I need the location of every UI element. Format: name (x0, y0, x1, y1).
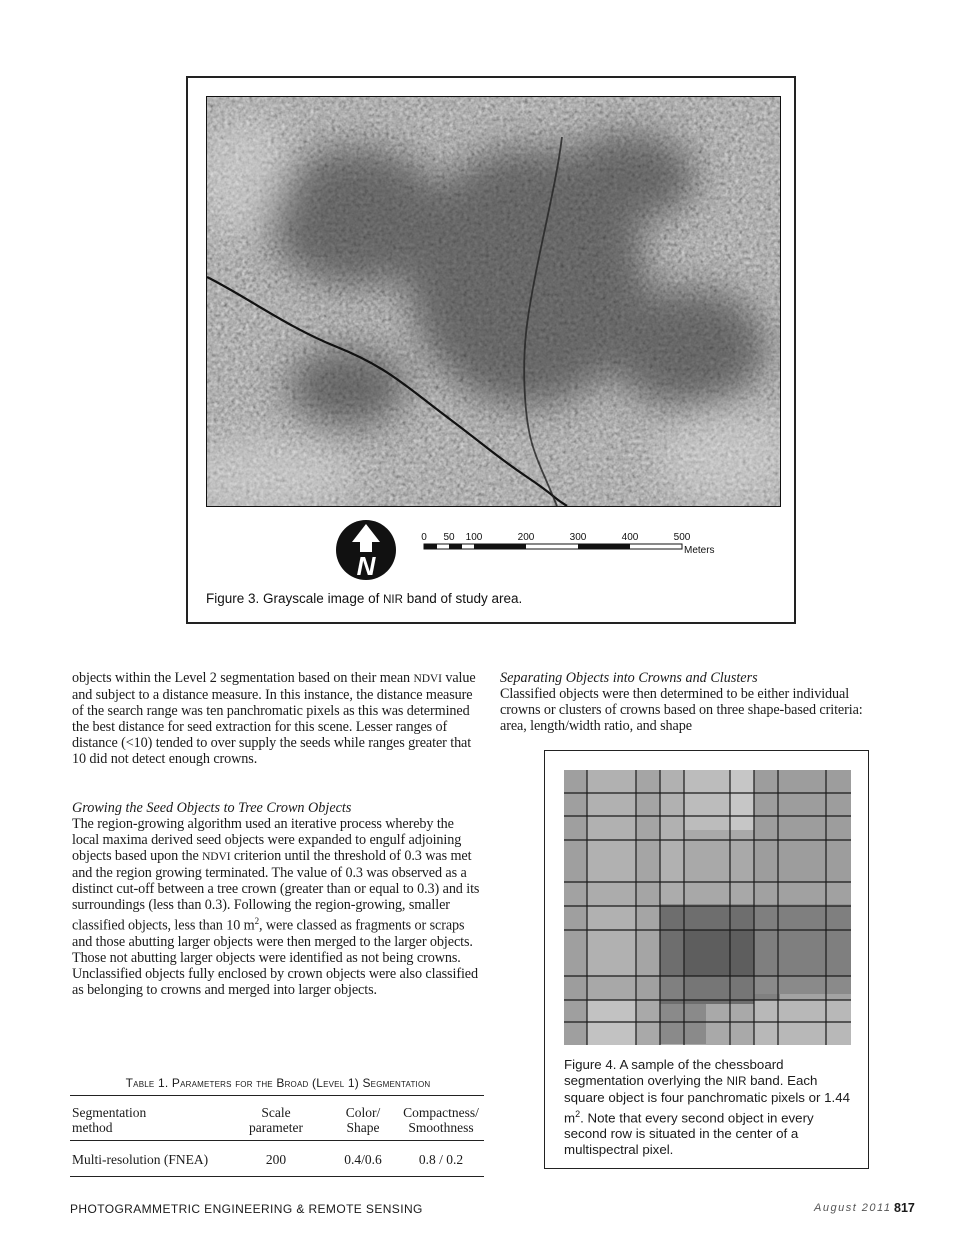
header-line: Smoothness (408, 1120, 474, 1135)
caption-text: band. Each square object is four panchromatic pixels or 1.44 m (564, 1073, 851, 1126)
journal-name: PHOTOGRAMMETRIC ENGINEERING & REMOTE SENSING (70, 1202, 423, 1216)
table-header-cell (328, 1096, 398, 1141)
paragraph-region-growing (72, 816, 484, 998)
table-header-row (70, 1096, 484, 1141)
section-heading-growing-seeds: Growing the Seed Objects to Tree Crown Objects (72, 800, 352, 816)
paragraph-shape-criteria: Classified objects were then determined to be either individual crowns or clusters of crowns based on three shape-based criteria: area, length/width ratio, and shape (500, 686, 863, 734)
ndvi-term: NDVI (413, 673, 442, 685)
header-line: Scale (261, 1105, 291, 1120)
paragraph-seed-objects (72, 670, 484, 767)
caption-nir: NIR (726, 1076, 747, 1088)
north-arrow-icon (334, 518, 398, 582)
table-header-cell (70, 1096, 224, 1141)
page-number: 817 (894, 1201, 915, 1215)
caption-text: . Note that every second object in every second row is situated in the center of a multispectral pixel. (564, 1110, 814, 1158)
header-line: Segmentation (72, 1105, 147, 1120)
figure-3 (186, 76, 796, 624)
figure-3-caption (206, 591, 776, 608)
figure-4-label: Figure 4. (564, 1057, 617, 1072)
scale-tick-label: 100 (465, 532, 483, 543)
caption-text: Grayscale image of (263, 591, 380, 606)
table-header-cell (224, 1096, 328, 1141)
header-line: Shape (346, 1120, 380, 1135)
scale-tick-label: 500 (673, 532, 691, 543)
paragraph-text: The region-growing algorithm used an iterative process whereby the local maxima derived seed objects were expanded to engulf adjoining objects based upon the (72, 816, 462, 864)
paragraph-text: , were classed as fragments or scraps and those abutting larger objects were then merged to the larger objects. Those not abutting larger objects were identified as not being crowns. Unclassified objects fully enclosed by crown objects were also classified as belonging to crowns and merged into larger objects. (72, 917, 478, 998)
figure-3-label: Figure 3. (206, 591, 260, 606)
scale-unit: Meters (684, 545, 715, 556)
caption-text: A sample of the chessboard segmentation overlying the (564, 1057, 784, 1088)
nir-grayscale-image (206, 96, 781, 507)
section-heading-separating-objects: Separating Objects into Crowns and Clusters (500, 670, 758, 686)
paragraph-text: value and subject to a distance measure. In this instance, the distance measure of the search range was ten panchromatic pixels as this was determined the best distance for seed extraction for this scene. Lesser ranges of distance (<10) tended to over supply the seeds while ranges greater that 10 did not detect enough crowns. (72, 670, 476, 767)
caption-nir: NIR (383, 594, 403, 606)
paragraph-text: objects within the Level 2 segmentation based on their mean (72, 670, 411, 686)
issue-date: August 2011 (814, 1202, 892, 1214)
table-row (70, 1141, 484, 1177)
paragraph-text: criterion until the threshold of 0.3 was met and the region growing terminated. The value of 0.3 was observed as a distinct cut-off between a tree crown (greater than or equal to 0.3) and its surroundings (less than 0.3). Following the region-growing, smaller classified objects, less than 10 m (72, 848, 480, 934)
north-letter: N (356, 551, 376, 581)
table-cell: 0.8 / 0.2 (418, 1152, 464, 1167)
header-line: parameter (249, 1120, 303, 1135)
ndvi-term: NDVI (202, 851, 231, 863)
header-line: method (72, 1120, 113, 1135)
chessboard-segmentation-image (564, 770, 851, 1045)
table-header-cell (398, 1096, 484, 1141)
caption-text: band of study area. (406, 591, 523, 606)
scale-tick-label: 400 (621, 532, 639, 543)
scale-tick-label: 50 (443, 532, 455, 543)
figure-4-caption (564, 1057, 854, 1158)
header-line: Color/ (345, 1105, 381, 1120)
scale-tick-label: 300 (569, 532, 587, 543)
scale-tick-label: 0 (421, 532, 427, 543)
table-cell: 200 (265, 1152, 287, 1167)
table-1 (70, 1095, 484, 1177)
scale-bar (418, 530, 738, 570)
table-1-title: Table 1. Parameters for the Broad (Level 1) Segmentation (125, 1076, 431, 1090)
scale-tick-label: 200 (517, 532, 535, 543)
superscript: 2 (575, 1109, 581, 1119)
header-line: Compactness/ (403, 1105, 479, 1120)
table-cell: Multi-resolution (FNEA) (72, 1152, 209, 1167)
table-cell: 0.4/0.6 (344, 1152, 382, 1167)
superscript: 2 (254, 916, 259, 926)
figure-4 (544, 750, 869, 1169)
